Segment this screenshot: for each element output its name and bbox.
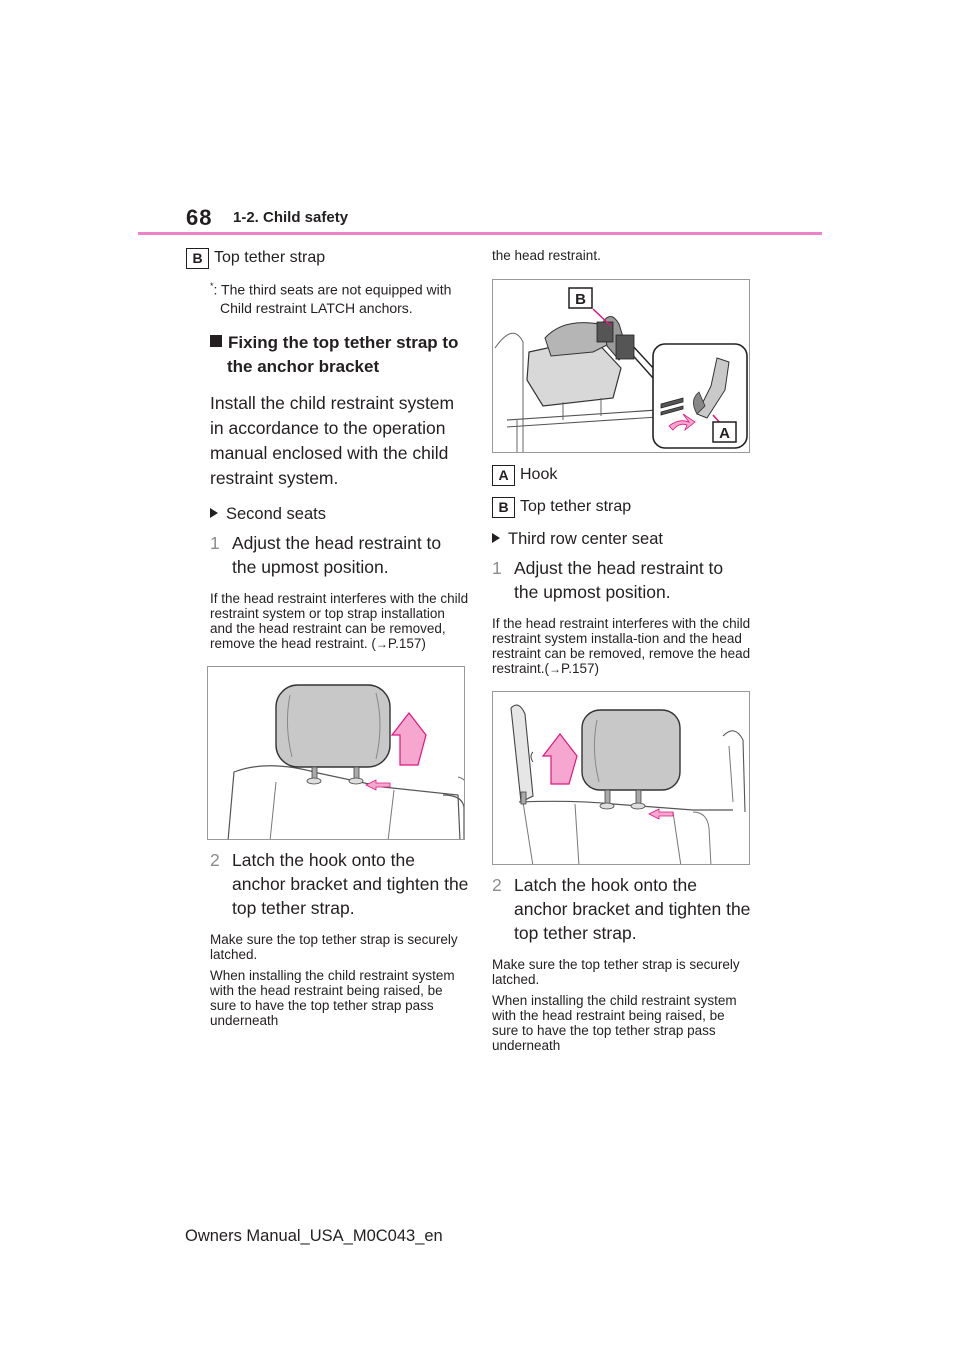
legend-text: Top tether strap [214, 249, 326, 266]
label-b-badge: B [492, 497, 515, 518]
arrow-ref-icon: → [549, 662, 562, 676]
triangle-bullet-icon [210, 508, 218, 518]
note-text: If the head restraint interferes with the child restraint system installa-tion and the head restraint can be removed, remove the head restraint.( [492, 616, 751, 676]
note-latched: Make sure the top tether strap is securely latched. [492, 957, 740, 987]
step-2 [492, 873, 752, 945]
step-number: 1 [492, 558, 502, 578]
step-text: Adjust the head restraint to the upmost position. [514, 558, 724, 602]
footnote-text: : The third seats are not equipped with Child restraint LATCH anchors. [213, 281, 452, 316]
footer-manual-id: Owners Manual_USA_M0C043_en [185, 1227, 443, 1245]
step-1 [210, 531, 470, 579]
square-bullet-icon [210, 335, 222, 347]
legend-top-tether-strap [186, 245, 470, 271]
callout-b-label: B [575, 291, 586, 308]
step-1 [492, 556, 752, 604]
bullet-third-row-center [492, 528, 752, 550]
legend-text: Top tether strap [520, 498, 632, 515]
page-ref-link[interactable]: P.157) [561, 661, 600, 676]
triangle-bullet-icon [492, 533, 500, 543]
arrow-ref-icon: → [375, 636, 388, 651]
third-row-seat-illustration [493, 692, 750, 865]
section-title: 1-2. Child safety [233, 209, 349, 226]
note-latched: Make sure the top tether strap is securely latched. [210, 931, 458, 962]
legend-top-tether-strap-2 [492, 494, 752, 520]
step-text: Latch the hook onto the anchor bracket and tighten the top tether strap. [514, 875, 751, 943]
note-raised: When installing the child restraint system with the head restraint being raised, be sure to have the top tether strap pass underneath [210, 967, 455, 1028]
footnote-mark: * [210, 281, 214, 291]
footnote [210, 277, 470, 317]
left-column [192, 245, 470, 1028]
bullet-text: Third row center seat [508, 530, 663, 548]
step-number: 2 [210, 849, 220, 870]
note-raised: When installing the child restraint system with the head restraint being raised, be sure to have the top tether strap pass underneath [492, 993, 737, 1053]
legend-hook [492, 462, 752, 488]
page-number: 68 [186, 205, 213, 230]
note-text: If the head restraint interferes with the child restraint system or top strap installation and the head restraint can be removed, remove the head restraint. ( [210, 590, 469, 651]
figure-third-row-head-restraint [492, 691, 750, 865]
page-ref-link[interactable]: P.157) [387, 635, 426, 651]
figure-second-seat-head-restraint [207, 666, 465, 840]
figure-hook-anchor [492, 279, 750, 453]
callout-a-label: A [719, 425, 730, 442]
continued-text: the head restraint. [492, 248, 601, 263]
hook-anchor-illustration [493, 280, 750, 453]
bullet-second-seats [210, 503, 470, 525]
subheading-text: Fixing the top tether strap to the anchor bracket [227, 332, 459, 376]
right-column [492, 245, 752, 1053]
subheading [210, 331, 470, 379]
note-head-restraint [492, 616, 752, 677]
bullet-text: Second seats [226, 504, 326, 523]
body-paragraph: Install the child restraint system in accordance to the operation manual enclosed with the child restraint system. [210, 392, 455, 488]
step-number: 2 [492, 875, 502, 895]
second-seat-illustration [208, 667, 465, 840]
header-divider [138, 232, 822, 235]
step-text: Latch the hook onto the anchor bracket and tighten the top tether strap. [232, 849, 469, 918]
step-number: 1 [210, 532, 220, 553]
step-text: Adjust the head restraint to the upmost position. [232, 532, 442, 577]
label-a-badge: A [492, 465, 515, 486]
note-head-restraint [210, 591, 470, 652]
step-2 [210, 848, 470, 920]
label-b-badge: B [186, 248, 209, 269]
legend-text: Hook [520, 466, 558, 483]
